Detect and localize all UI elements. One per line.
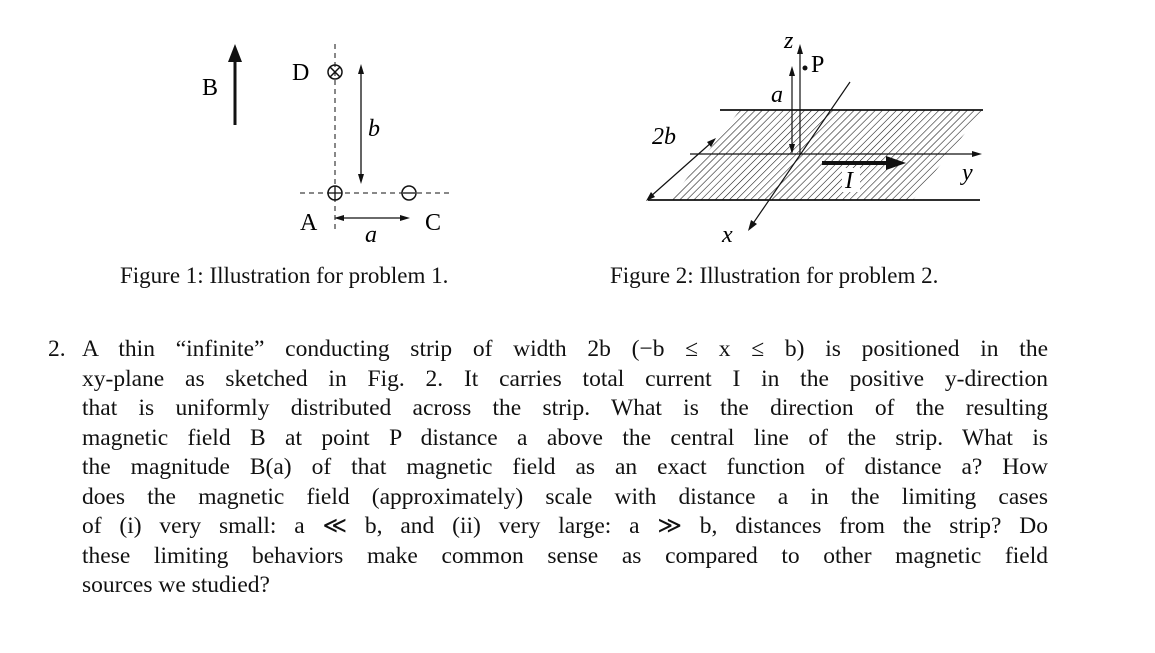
label-2b: 2b	[652, 124, 676, 150]
label-C: C	[425, 210, 442, 236]
problem-2	[48, 335, 1048, 601]
label-I: I	[845, 168, 853, 194]
label-A: A	[300, 210, 318, 236]
figure-1	[180, 30, 470, 245]
label-b: b	[368, 116, 380, 142]
figure-1-diagram	[180, 30, 470, 245]
problem-line: A thin “infinite” conducting strip of width 2b (−b ≤ x ≤ b) is positioned in the	[82, 336, 1048, 362]
problem-line: does the magnetic field (approximately) scale with distance a in the limiting cases	[82, 483, 1048, 510]
problem-line: magnetic field B at point P distance a above the central line of the strip. What is	[82, 424, 1048, 451]
label-x: x	[722, 222, 733, 248]
label-D: D	[292, 60, 310, 86]
problem-text	[82, 335, 1048, 601]
label-y: y	[962, 160, 973, 186]
problem-number: 2.	[48, 336, 66, 362]
figure-2-diagram	[630, 30, 1000, 255]
conducting-strip	[670, 110, 983, 200]
wire-c-icon	[402, 186, 416, 200]
problem-line: sources we studied?	[82, 572, 270, 598]
b-field-arrow-head	[228, 44, 242, 62]
problem-line: that is uniformly distributed across the strip. What is the direction of the resulting	[82, 395, 1048, 421]
label-z: z	[784, 30, 794, 54]
figure-1-caption: Figure 1: Illustration for problem 1.	[120, 263, 449, 288]
problem-line: of (i) very small: a ≪ b, and (ii) very large: a ≫ b, distances from the strip? Do	[82, 513, 1048, 539]
figure-2	[630, 30, 1000, 255]
wire-a-icon	[328, 186, 342, 200]
problem-line: xy-plane as sketched in Fig. 2. It carries total current I in the positive y-direction	[82, 365, 1048, 392]
label-B: B	[202, 75, 219, 101]
label-a: a	[365, 222, 377, 245]
figure-2-caption: Figure 2: Illustration for problem 2.	[610, 263, 939, 288]
problem-line: these limiting behaviors make common sense as compared to other magnetic field	[82, 542, 1048, 569]
point-p	[803, 66, 808, 71]
label-a: a	[771, 82, 783, 108]
label-P: P	[811, 52, 825, 78]
problem-line: the magnitude B(a) of that magnetic field as an exact function of distance a? How	[82, 454, 1048, 480]
